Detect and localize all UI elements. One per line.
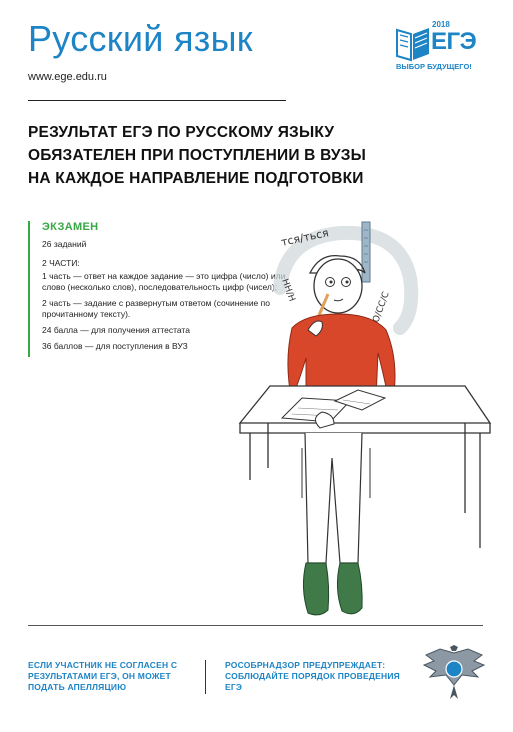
logo-brand: ЕГЭ — [431, 28, 477, 55]
exam-part1: 1 часть — ответ на каждое задание — это цифра (число) или слово (несколько слов), последовательность цифр (чисел); — [42, 271, 286, 292]
exam-tasks: 26 заданий — [42, 239, 87, 249]
exam-part2: 2 часть — задание с развернутым ответом (сочинение по прочитанному тексту). — [42, 298, 270, 319]
headline — [28, 121, 468, 190]
headline-line: НА КАЖДОЕ НАПРАВЛЕНИЕ ПОДГОТОВКИ — [28, 170, 364, 187]
shoe-right — [337, 563, 362, 614]
student-illustration — [210, 218, 500, 623]
legs — [305, 433, 362, 563]
page-title: Русский язык — [28, 18, 253, 59]
thought-right: О/СС/С — [371, 290, 392, 325]
headline-line: РЕЗУЛЬТАТ ЕГЭ ПО РУССКОМУ ЯЗЫКУ — [28, 124, 335, 141]
head — [314, 259, 362, 313]
footer-warning: РОСОБРНАДЗОР ПРЕДУПРЕЖДАЕТ: СОБЛЮДАЙТЕ ПОРЯДОК ПРОВЕДЕНИЯ ЕГЭ — [225, 660, 400, 692]
logo-tagline: ВЫБОР БУДУЩЕГО! — [396, 62, 472, 71]
headline-line: ОБЯЗАТЕЛЕН ПРИ ПОСТУПЛЕНИИ В ВУЗЫ — [28, 147, 367, 164]
thought-left: НН/Н — [279, 277, 297, 303]
exam-score-certificate: 24 балла — для получения аттестата — [42, 325, 190, 335]
website-link[interactable]: www.ege.edu.ru — [28, 71, 107, 83]
shoe-left — [303, 563, 328, 615]
book-icon — [395, 22, 431, 62]
footer-separator — [205, 660, 206, 694]
ege-logo — [393, 18, 489, 74]
logo-year: 2018 — [432, 20, 450, 29]
footer-appeal-note: ЕСЛИ УЧАСТНИК НЕ СОГЛАСЕН С РЕЗУЛЬТАТАМИ ЕГЭ, ОН МОЖЕТ ПОДАТЬ АПЕЛЛЯЦИЮ — [28, 660, 178, 692]
header-divider — [28, 100, 286, 101]
rosobrnadzor-emblem — [420, 645, 488, 705]
exam-title: ЭКЗАМЕН — [42, 221, 99, 233]
thought-top: тся/ться — [279, 226, 330, 249]
exam-score-university: 36 баллов — для поступления в ВУЗ — [42, 341, 188, 351]
ruler-icon — [362, 222, 370, 282]
exam-parts-label: 2 ЧАСТИ: — [42, 258, 80, 268]
footer-divider — [28, 625, 483, 626]
